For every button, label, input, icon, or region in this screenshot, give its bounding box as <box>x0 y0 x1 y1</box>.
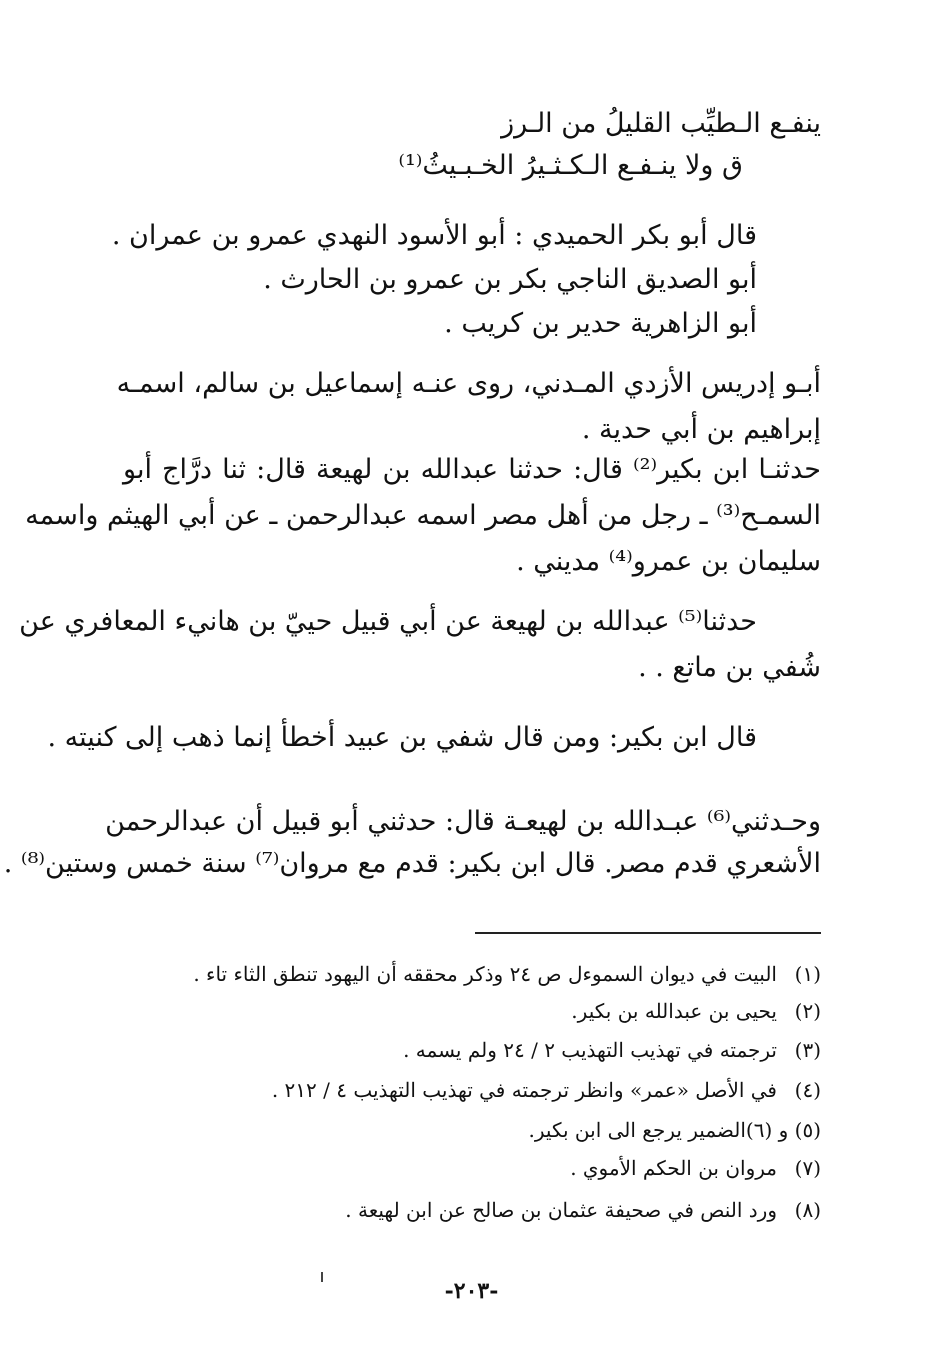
footnote-number: (٧) <box>794 1156 821 1180</box>
paragraph-2-line-3: سليمان بن عمرو⁽⁴⁾ مديني . <box>516 546 821 577</box>
footnote-number: (٤) <box>794 1078 821 1102</box>
footnote-text: البيت في ديوان السموءل ص ٢٤ وذكر محققه أن اليهود تنطق الثاء تاء . <box>193 962 777 986</box>
footnote-number: (٢) <box>794 999 821 1023</box>
footnote-text: مروان بن الحكم الأموي . <box>570 1156 777 1180</box>
narrator-line-2: أبو الصديق الناجي بكر بن عمرو بن الحارث . <box>263 264 757 295</box>
footnote-5 <box>529 1118 821 1142</box>
paragraph-1-line-1: أبـو إدريس الأزدي المـدني، روى عنـه إسماعيل بن سالم، اسمـه <box>116 368 821 399</box>
paragraph-5-line-1: وحـدثني⁽⁶⁾ عبـدالله بن لهيعـة قال: حدثني أبو قبيل أن عبدالرحمن <box>105 806 821 837</box>
footnote-1 <box>193 962 821 986</box>
footnote-number: (٨) <box>794 1198 821 1222</box>
paragraph-3-line-1: حدثنا⁽⁵⁾ عبدالله بن لهيعة عن أبي قبيل حييّ بن هانيء المعافري عن <box>19 606 757 637</box>
footnote-text: في الأصل «عمر» وانظر ترجمته في تهذيب التهذيب ٤ / ٢١٢ . <box>271 1078 777 1102</box>
footnote-4 <box>272 1078 821 1102</box>
narrator-line-1: قال أبو بكر الحميدي : أبو الأسود النهدي عمرو بن عمران . <box>111 220 757 251</box>
footnotes <box>161 962 821 1242</box>
paragraph-1-line-2: إبراهيم بن أبي حدية . <box>581 414 821 445</box>
narrator-line-3: أبو الزاهرية حدير بن كريب . <box>444 308 757 339</box>
footnote-3 <box>403 1038 821 1062</box>
footnote-2 <box>571 999 821 1023</box>
footnote-text: ورد النص في صحيفة عثمان بن صالح عن ابن لهيعة . <box>345 1198 777 1222</box>
paragraph-3-line-2: شُفي بن ماتع . . <box>638 652 821 683</box>
footnote-text: ترجمته في تهذيب التهذيب ٢ / ٢٤ ولم يسمه . <box>403 1038 777 1062</box>
page-number: -٢٠٣- <box>444 1278 499 1304</box>
verse-line-2: ق ولا ينـفـع الـكـثـيرُ الخـبـيثُ⁽¹⁾ <box>398 150 743 181</box>
paragraph-4-line-1: قال ابن بكير: ومن قال شفي بن عبيد أخطأ إنما ذهب إلى كنيته . <box>47 722 757 753</box>
paragraph-2-line-2: السمـح⁽³⁾ ـ رجل من أهل مصر اسمه عبدالرحمن ـ عن أبي الهيثم واسمه <box>25 500 821 531</box>
footnote-8 <box>345 1198 821 1222</box>
paragraph-2-line-1: حدثنـا ابن بكير⁽²⁾ قال: حدثنا عبدالله بن لهيعة قال: ثنا درَّاج أبو <box>123 454 821 485</box>
footnote-separator <box>475 932 821 934</box>
paragraph-5-line-2: الأشعري قدم مصر. قال ابن بكير: قدم مع مروان⁽⁷⁾ سنة خمس وستين⁽⁸⁾ . <box>3 848 821 879</box>
footnote-text: الضمير يرجع الى ابن بكير. <box>528 1118 746 1142</box>
footnote-text: يحيى بن عبدالله بن بكير. <box>571 999 777 1023</box>
footnote-number: (٣) <box>794 1038 821 1062</box>
footnote-number: (١) <box>794 962 821 986</box>
footnote-7 <box>570 1156 821 1180</box>
footnote-number: (٥) و (٦) <box>745 1118 821 1142</box>
verse-line-1: ينفـع الـطيِّب القليلُ من الـرز <box>501 108 821 139</box>
